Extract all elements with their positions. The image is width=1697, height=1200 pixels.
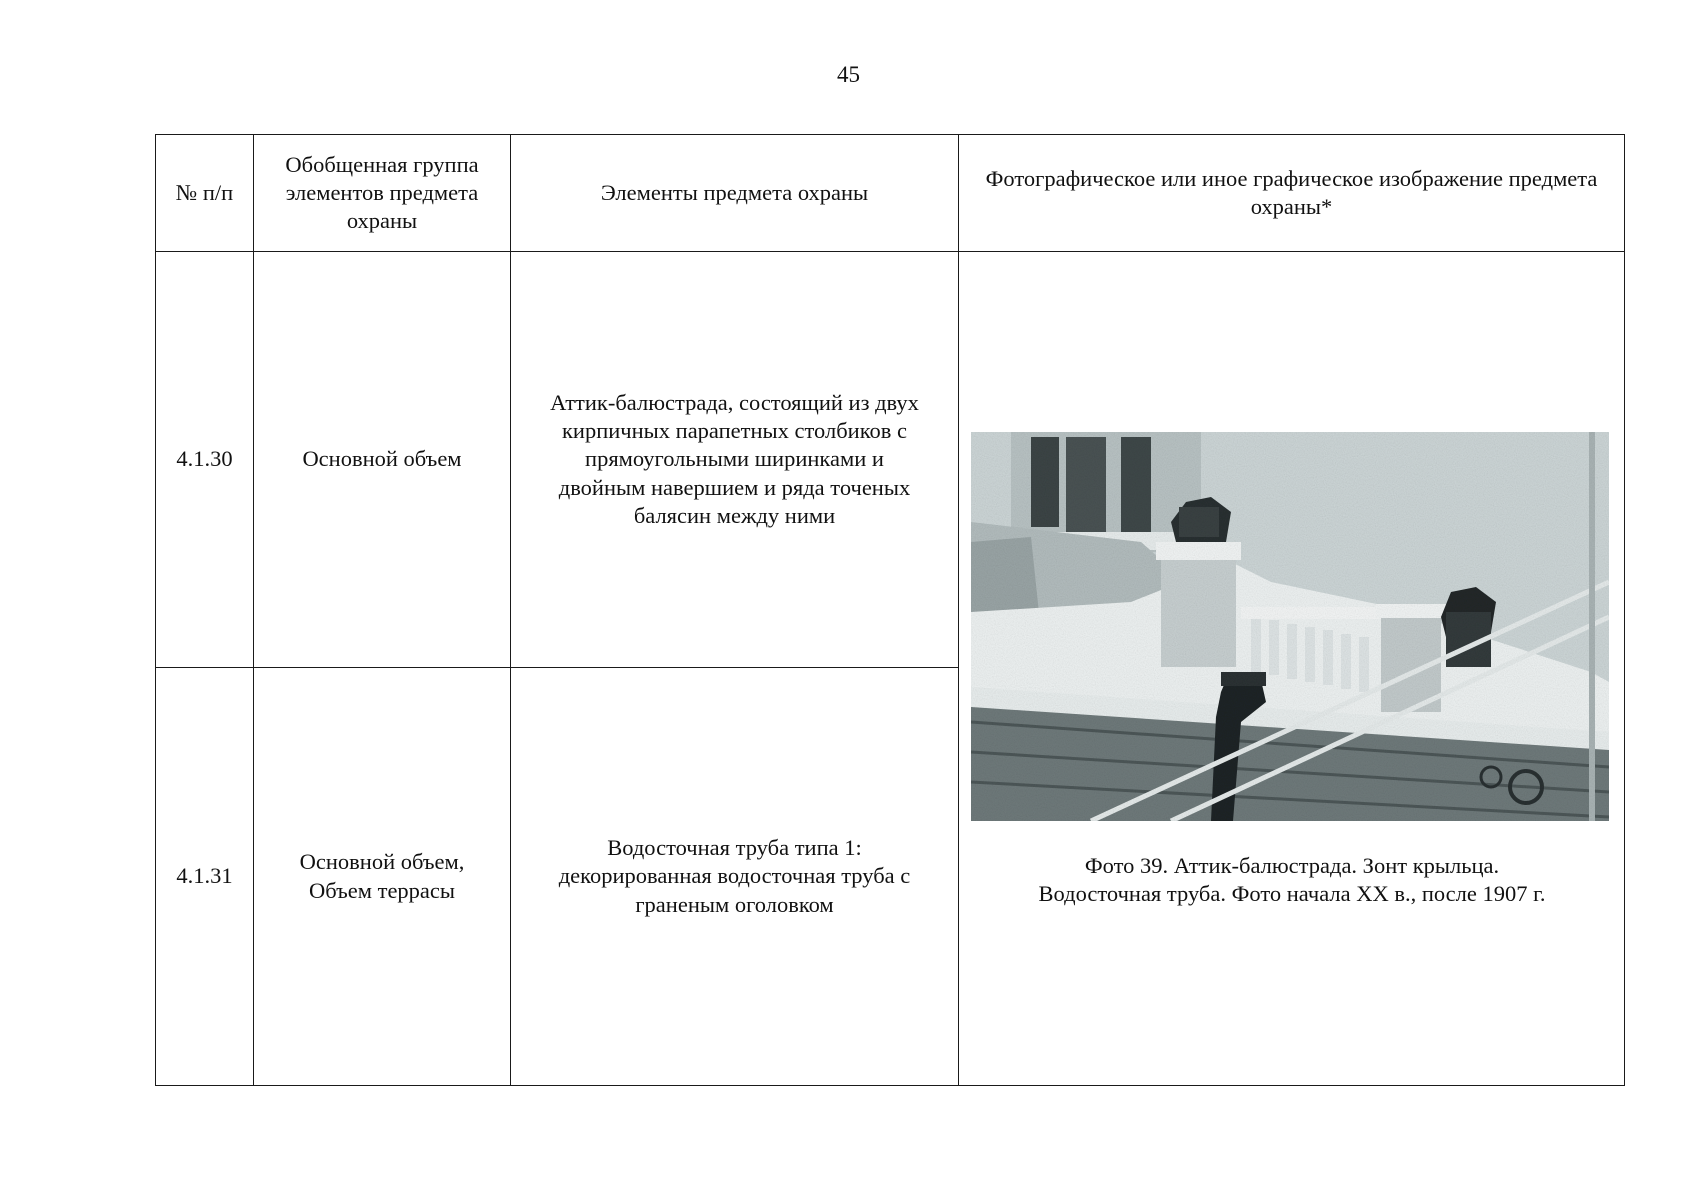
protection-table	[155, 134, 1625, 1086]
row-number: 4.1.31	[156, 668, 254, 1086]
table-header-row	[156, 135, 1625, 252]
photo-cell	[959, 252, 1625, 1086]
header-elements: Элементы предмета охраны	[511, 135, 959, 252]
row-group: Основной объем, Объем террасы	[254, 668, 511, 1086]
balustrade-photo-image	[971, 432, 1609, 821]
header-photo: Фотографическое или иное графическое изображение предмета охраны*	[959, 135, 1625, 252]
archive-photo	[971, 432, 1609, 821]
header-group: Обобщенная группа элементов предмета охраны	[254, 135, 511, 252]
row-group: Основной объем	[254, 252, 511, 668]
photo-caption	[959, 852, 1625, 908]
row-elements: Аттик-балюстрада, состоящий из двух кирпичных парапетных столбиков с прямоугольными ширинками и двойным навершием и ряда точеных балясин между ними	[511, 252, 959, 668]
row-elements: Водосточная труба типа 1: декорированная водосточная труба с граненым оголовком	[511, 668, 959, 1086]
photo-caption-line-1: Фото 39. Аттик-балюстрада. Зонт крыльца.	[1084, 853, 1500, 878]
page-number: 45	[837, 62, 860, 87]
photo-caption-line-2: Водосточная труба. Фото начала XX в., после 1907 г.	[1038, 881, 1546, 907]
header-number: № п/п	[156, 135, 254, 252]
row-number: 4.1.30	[156, 252, 254, 668]
table-row	[156, 252, 1625, 668]
